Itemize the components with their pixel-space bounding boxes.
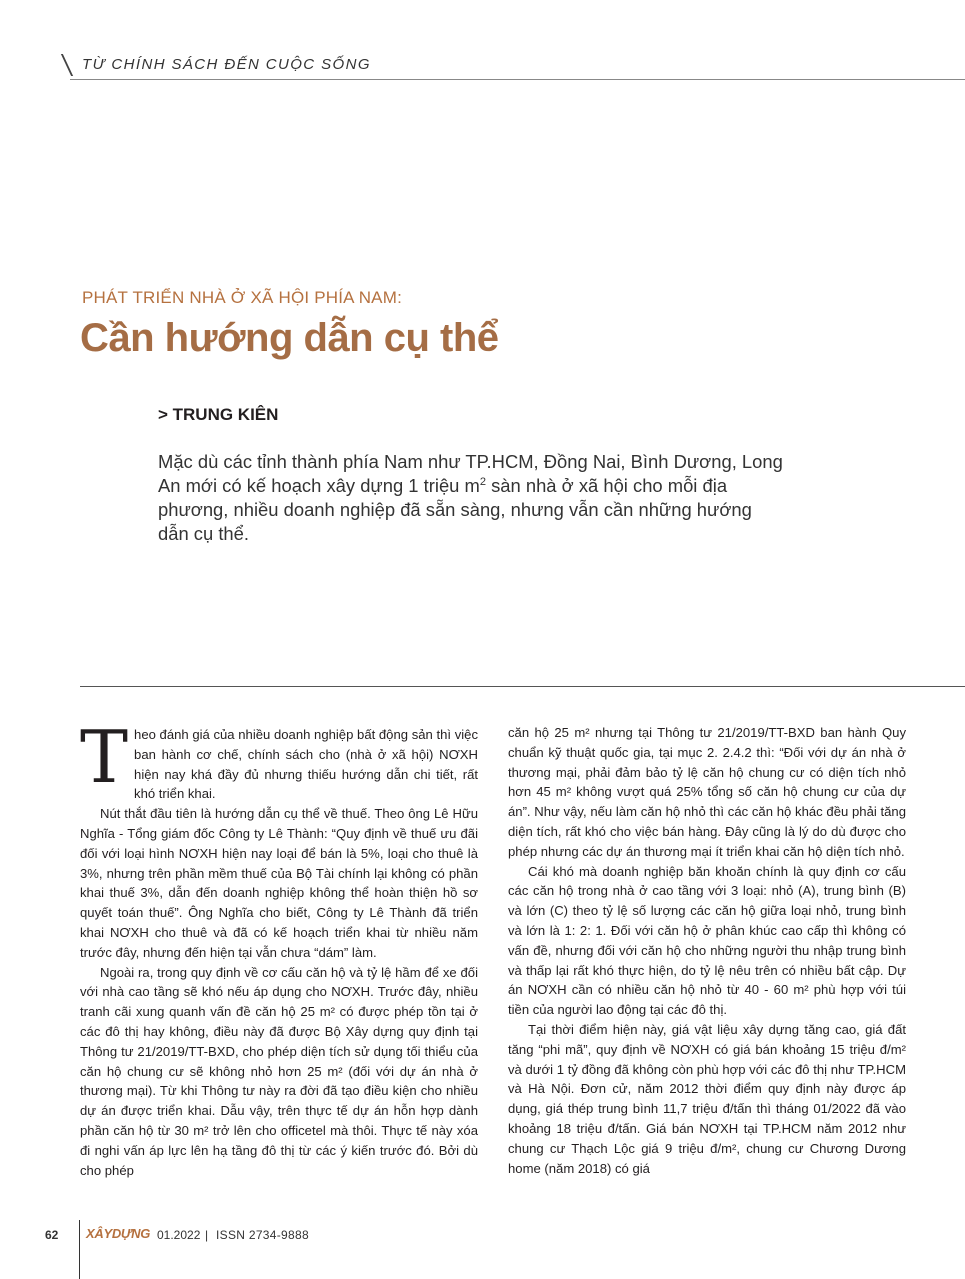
article-byline: > TRUNG KIÊN	[158, 405, 279, 424]
page-number: 62	[45, 1228, 59, 1242]
section-slash-icon	[61, 54, 73, 76]
footer-separator: |	[205, 1228, 209, 1242]
article-headline: Cần hướng dẫn cụ thể	[80, 316, 499, 360]
paragraph-1-text: heo đánh giá của nhiều doanh nghiệp bất động sản thì việc ban hành cơ chế, chính sách cho (nhà ở xã hội) NƠXH hiện nay khá đầy đủ nhưng thiếu hướng dẫn chi tiết, rất khó triển khai.	[134, 727, 478, 802]
drop-cap: T	[80, 715, 129, 799]
paragraph-1	[80, 715, 478, 804]
section-divider	[70, 79, 965, 80]
issue-date: 01.2022	[157, 1228, 201, 1242]
lede-superscript: 2	[479, 475, 486, 488]
page-footer	[0, 1226, 400, 1246]
paragraph-6: Tại thời điểm hiện này, giá vật liệu xây dựng tăng cao, giá đất tăng “phi mã”, quy định về NƠXH có giá bán khoảng 15 triệu đ/m² và dưới 1 tỷ đồng đã không còn phù hợp với các đô thị như TP.HCM và Hà Nội. Đơn cử, năm 2012 thời điểm quy định này được áp dụng, giá thép trung bình 11,7 triệu đ/tấn thì tháng 01/2022 đã vào khoảng 18 triệu đ/tấn. Giá bán NƠXH tại TP.HCM năm 2012 như chung cư Thạch Lộc giá 9 triệu đ/m², chung cư Chương Dương home (năm 2018) có giá	[508, 1021, 906, 1176]
paragraph-3: Ngoài ra, trong quy định về cơ cấu căn hộ và tỷ lệ hầm để xe đối với nhà cao tầng sẽ khó nếu áp dụng cho NƠXH. Trước đây, nhiều tranh cãi xung quanh vấn đề căn hộ 25 m² có được phép tồn tại ở các đô thị hay không, điều này đã được Bộ Xây dựng quy định tại Thông tư 21/2019/TT-BXD, cho phép diện tích sử dụng tối thiểu của căn hộ chung cư sẽ không nhỏ hơn 25 m² (đối với dự án nhà ở thương mại). Từ khi Thông tư này ra đời đã tạo điều kiện cho nhiều dự án được triển khai. Dẫu vậy, trên thực tế dự án hỗn hợp dành phần căn hộ từ 30 m² trở lên cho officetel mà thôi. Thực tế này xóa đi nghi vấn áp lực lên hạ tầng đô thị từ các ý kiến trước đó. Bởi dù cho phép	[80, 964, 478, 1178]
lede-text-start: Mặc dù các tỉnh thành phía Nam như TP.HCM, Đồng Nai, Bình Dương, Long An mới có kế hoạch xây dựng 1 triệu m	[158, 451, 783, 496]
article-kicker: PHÁT TRIỂN NHÀ Ở XÃ HỘI PHÍA NAM:	[82, 288, 402, 307]
paragraph-5: Cái khó mà doanh nghiệp băn khoăn chính là quy định cơ cấu các căn hộ trong nhà ở cao tầng với 3 loại: nhỏ (A), trung bình (B) và lớn (C) theo tỷ lệ số lượng các căn hộ giữa loại nhỏ, trung bình và lớn là 1: 2: 1. Đối với căn hộ ở phân khúc cao cấp thì không có vấn đề, nhưng đối với căn hộ cho những người thu nhập trung bình và thấp lại rất khó thực hiện, do tỷ lệ nêu trên có nhiều bất cập. Dự án NƠXH cần có nhiều căn hộ nhỏ từ 40 - 60 m² phù hợp với túi tiền của người lao động tại các đô thị.	[508, 863, 906, 1018]
paragraph-4: căn hộ 25 m² nhưng tại Thông tư 21/2019/TT-BXD ban hành Quy chuẩn kỹ thuật quốc gia, tại mục 2. 2.4.2 thì: “Đối với dự án nhà ở thương mại, phải đảm bảo tỷ lệ căn hộ chung cư có diện tích nhỏ hơn 45 m² không vượt quá 25% tổng số căn hộ chung cư của dự án”. Như vậy, nếu làm căn hộ nhỏ thì các căn hộ khác đều phải tăng diện tích, rất khó cho việc bán hàng. Đây cũng là lý do dù được cho phép nhưng các dự án thương mại ít triển khai căn hộ diện tích nhỏ.	[508, 725, 906, 859]
magazine-logo: XÂYDỰNG	[86, 1226, 151, 1241]
lede-text-end: sàn nhà ở xã hội cho mỗi địa phương, nhiều doanh nghiệp đã sẵn sàng, nhưng vẫn cần những hướng dẫn cụ thể.	[158, 475, 752, 544]
issn-number: ISSN 2734-9888	[216, 1228, 309, 1242]
footer-vertical-rule	[79, 1220, 80, 1279]
section-label: TỪ CHÍNH SÁCH ĐẾN CUỘC SỐNG	[82, 56, 371, 73]
body-column-right	[508, 723, 906, 1178]
body-divider	[80, 686, 965, 687]
paragraph-2: Nút thắt đầu tiên là hướng dẫn cụ thể về thuế. Theo ông Lê Hữu Nghĩa - Tổng giám đốc Công ty Lê Thành: “Quy định về thuế ưu đãi đối với loại hình NƠXH hiện nay loại để bán là 5%, loại cho thuê là 3%, nhưng trên phần mềm thuế của Bộ Tài chính lại không có phần khai thuế 3%, dẫn đến doanh nghiệp không thể hoàn thiện hồ sơ quyết toán thuế”. Ông Nghĩa cho biết, Công ty Lê Thành đã triển khai NƠXH cho thuê và đã có kế hoạch triển khai từ nhiều năm trước đây, nhưng đến hiện tại vẫn chưa “dám” làm.	[80, 806, 478, 960]
article-lede	[158, 450, 783, 546]
body-column-left	[80, 715, 478, 1180]
